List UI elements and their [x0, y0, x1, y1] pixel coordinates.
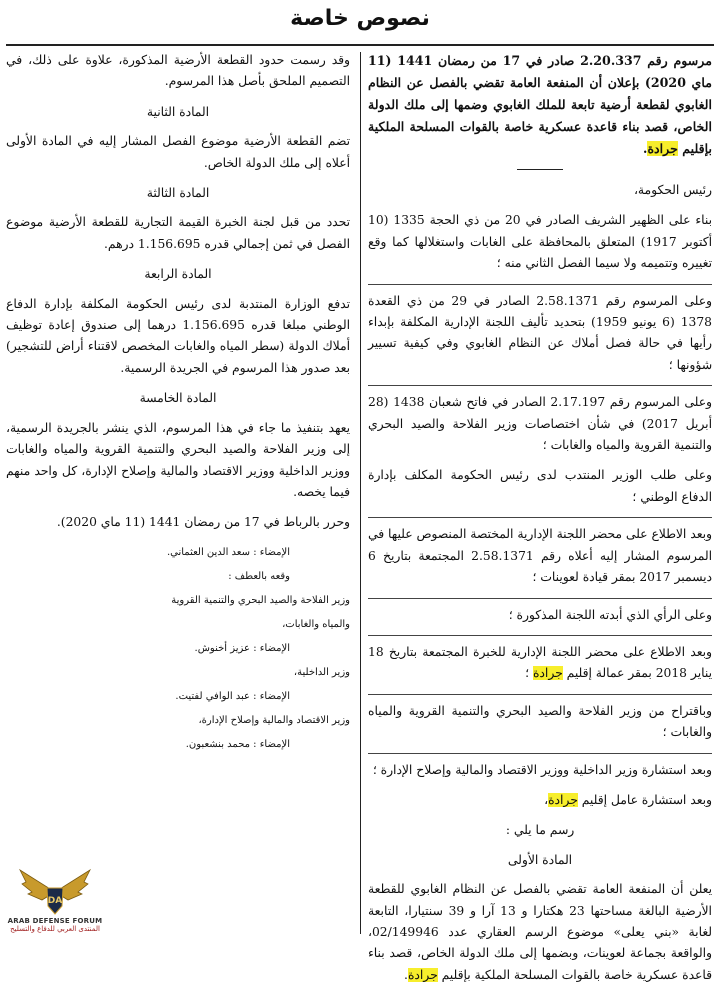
highlight-jerada: جرادة — [407, 967, 438, 982]
box-rule — [368, 635, 712, 636]
eagle-wings-icon — [18, 862, 92, 916]
article-4-text: تدفع الوزارة المنتدبة لدى رئيس الحكومة المكلفة بإدارة الدفاع الوطني مبلغا قدره 1.156.695 درهما إلى صندوق إعادة توظيف أملاك الدولة (سطر المياه والغابات المخصص لاقتناء أراض للتشجير) بعد صدور هذا المرسوم في الجريدة الرسمية. — [6, 296, 350, 375]
box-rule — [368, 598, 712, 599]
done-at: وحرر بالرباط في 17 من رمضان 1441 (11 ماي 2020). — [56, 515, 350, 530]
article-5-title: المادة الخامسة — [139, 391, 217, 406]
preamble-1: بناء على الظهير الشريف الصادر في 20 من ذي الحجة 1335 (10 أكتوبر 1917) المتعلق بالمحافظة على الغابات واستغلالها كما وقع تغييره وتتميمه ولا سيما الفصل الثاني منه ؛ — [368, 213, 712, 271]
box-rule — [368, 284, 712, 285]
decrees-line: رسم ما يلي : — [505, 823, 575, 838]
article-4-title: المادة الرابعة — [144, 267, 212, 282]
box-rule — [368, 694, 712, 695]
highlight-jerada: جرادة — [548, 792, 578, 807]
right-column — [368, 50, 712, 982]
box-rule — [368, 753, 712, 754]
signature-finance: الإمضاء : محمد بنشعبون. — [185, 738, 290, 750]
title-rule — [6, 44, 714, 46]
minister-agriculture: وزير الفلاحة والصيد البحري والتنمية القروية — [171, 594, 350, 606]
left-column — [6, 50, 350, 945]
watermark-name-en: ARAB DEFENSE FORUM — [7, 917, 103, 925]
preamble-3: وعلى المرسوم رقم 2.17.197 الصادر في فاتح شعبان 1438 (28 أبريل 2017) في شأن اختصاصات وزير الفلاحة والصيد البحري والتنمية القروية والمياه والغابات ؛ — [368, 395, 712, 453]
svg-text:DA: DA — [47, 896, 63, 906]
preamble-4: وعلى طلب الوزير المنتدب لدى رئيس الحكومة المكلف بإدارة الدفاع الوطني ؛ — [368, 468, 712, 504]
box-rule — [368, 517, 712, 518]
preamble-5: وبعد الاطلاع على محضر اللجنة الإدارية المختصة المنصوص عليها في المرسوم المشار إليه أعلاه رقم 2.58.1371 المجتمعة بتاريخ 6 ديسمبر 2017 بمقر قيادة لعوينات ؛ — [368, 527, 712, 585]
column-divider — [360, 52, 361, 934]
watermark-name-ar: المنتدى العربي للدفاع والتسليح — [10, 925, 100, 933]
signatures — [6, 543, 350, 755]
signature-agriculture: الإمضاء : عزيز أخنوش. — [194, 642, 290, 654]
box-rule — [368, 385, 712, 386]
article-3-title: المادة الثالثة — [146, 186, 210, 201]
article-3-text: تحدد من قبل لجنة الخبرة القيمة التجارية للقطعة الأرضية موضوع الفصل في ثمن إجمالي قدره 1.156.695 درهم. — [6, 215, 350, 251]
preamble-7: وبعد الاطلاع على محضر اللجنة الإدارية للخبرة المجتمعة بتاريخ 18 يناير 2018 بمقر عمالة إقليم جرادة ؛ — [368, 644, 712, 681]
minister-interior: وزير الداخلية، — [293, 666, 350, 678]
countersigned-label: وقعه بالعطف : — [228, 570, 290, 582]
highlight-jerada: جرادة — [647, 141, 678, 156]
article-1-title: المادة الأولى — [507, 852, 573, 867]
article-2-text: تضم القطعة الأرضية موضوع الفصل المشار إليه في المادة الأولى أعلاه إلى ملك الدولة الخاص. — [6, 134, 350, 170]
highlight-jerada: جرادة — [532, 666, 563, 681]
page-title: نصوص خاصة — [290, 6, 430, 31]
preamble-2: وعلى المرسوم رقم 2.58.1371 الصادر في 29 من ذي القعدة 1378 (6 يونيو 1959) بتحديد تأليف اللجنة الإدارية المكلفة بإبداء رأيها في حالة فصل أملاك عن النظام الغابوي وفي كيفية تسيير شؤونها ؛ — [368, 293, 712, 372]
title-separator — [517, 169, 563, 170]
preamble-9: وبعد استشارة وزير الداخلية ووزير الاقتصاد والمالية وإصلاح الإدارة ؛ — [372, 762, 712, 777]
decree-title: مرسوم رقم 2.20.337 صادر في 17 من رمضان 1441 (11 ماي 2020) بإعلان أن المنفعة العامة تقضي بالفصل عن النظام الغابوي لقطعة أرضية تابعة للملك الغابوي وضمها إلى ملك الدولة الخاص، قصد بناء قاعدة عسكرية خاصة بالقوات المسلحة الملكية بإقليم جرادة. — [368, 53, 712, 156]
minister-finance: وزير الاقتصاد والمالية وإصلاح الإدارة، — [198, 714, 350, 726]
signature-interior: الإمضاء : عبد الوافي لفتيت. — [175, 690, 290, 702]
watermark-logo — [0, 862, 110, 958]
preamble-10: وبعد استشارة عامل إقليم جرادة، — [544, 792, 712, 807]
preamble-8: وباقتراح من وزير الفلاحة والصيد البحري والتنمية القروية والمياه والغابات ؛ — [368, 703, 712, 740]
article-5-text: يعهد بتنفيذ ما جاء في هذا المرسوم، الذي ينشر بالجريدة الرسمية، إلى وزير الفلاحة والصيد البحري والتنمية القروية والمياه والغابات ووزير الداخلية ووزير الاقتصاد والمالية وإصلاح الإدارة، كل واحد منهم فيما يخصه. — [6, 420, 350, 499]
head-of-government: رئيس الحكومة، — [633, 183, 712, 197]
minister-agriculture-2: والمياه والغابات، — [282, 618, 350, 630]
article-2-title: المادة الثانية — [146, 104, 210, 119]
signature-head-of-government: الإمضاء : سعد الدين العثماني. — [166, 546, 290, 558]
article-1-text: يعلن أن المنفعة العامة تقضي بالفصل عن النظام الغابوي للقطعة الأرضية البالغة مساحتها 23 هكتارا و 13 آرا و 39 سنتيارا، التابعة لغابة «بني يعلى» موضوع الرسم العقاري عدد 02/149946، والواقعة بجماعة لعوينات، وبضمها إلى ملك الدولة الخاص، قصد بناء قاعدة عسكرية خاصة بالقوات المسلحة الملكية بإقليم جرادة. — [368, 882, 712, 982]
preamble-6: وعلى الرأي الذي أبدته اللجنة المذكورة ؛ — [508, 607, 712, 622]
boundaries-text: وقد رسمت حدود القطعة الأرضية المذكورة، علاوة على ذلك، في التصميم الملحق بأصل هذا المرسوم. — [6, 53, 350, 89]
